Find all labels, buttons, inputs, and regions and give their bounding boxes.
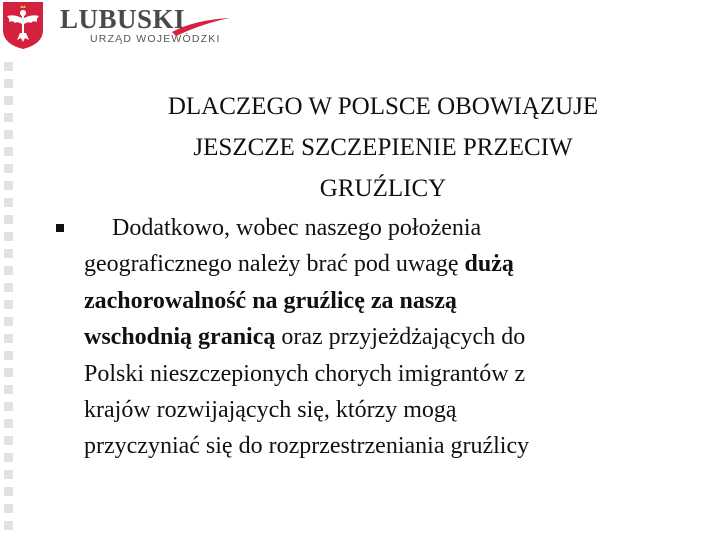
- bullet-line: [84, 319, 694, 355]
- brand-name: LUBUSKI: [60, 4, 186, 34]
- title-line: GRUŹLICY: [319, 175, 447, 202]
- header: [0, 0, 240, 56]
- title-line: JESZCZE SZCZEPIENIE PRZECIW: [193, 134, 573, 161]
- bullet-bold-text: zachorowalność na gruźlicę za naszą: [84, 287, 457, 314]
- bullet-paragraph: [84, 210, 694, 465]
- slide-title: [78, 86, 688, 209]
- title-line: DLACZEGO W POLSCE OBOWIĄZUJE: [167, 93, 599, 120]
- bullet-line: przyczyniać się do rozprzestrzeniania gruźlicy: [84, 433, 530, 460]
- bullet-square-icon: [56, 224, 64, 232]
- bullet-line: [84, 246, 694, 282]
- bullet-text: geograficznego należy brać pod uwagę: [84, 251, 465, 278]
- polish-eagle-emblem-icon: [0, 0, 46, 50]
- bullet-text: oraz przyjeżdżających do: [275, 324, 526, 351]
- bullet-bold-text: dużą: [464, 251, 514, 278]
- bullet-bold-text: wschodnią granicą: [84, 324, 276, 351]
- bullet-line: krajów rozwijających się, którzy mogą: [84, 397, 457, 424]
- red-swoosh-logo-icon: [170, 12, 232, 38]
- bullet-line: Polski nieszczepionych chorych imigrantów z: [84, 360, 526, 387]
- decorative-square-strip: [4, 62, 14, 540]
- bullet-line: Dodatkowo, wobec naszego położenia: [112, 215, 482, 241]
- bullet-line: [84, 283, 694, 319]
- brand-subtitle: URZĄD WOJEWÓDZKI: [90, 33, 221, 45]
